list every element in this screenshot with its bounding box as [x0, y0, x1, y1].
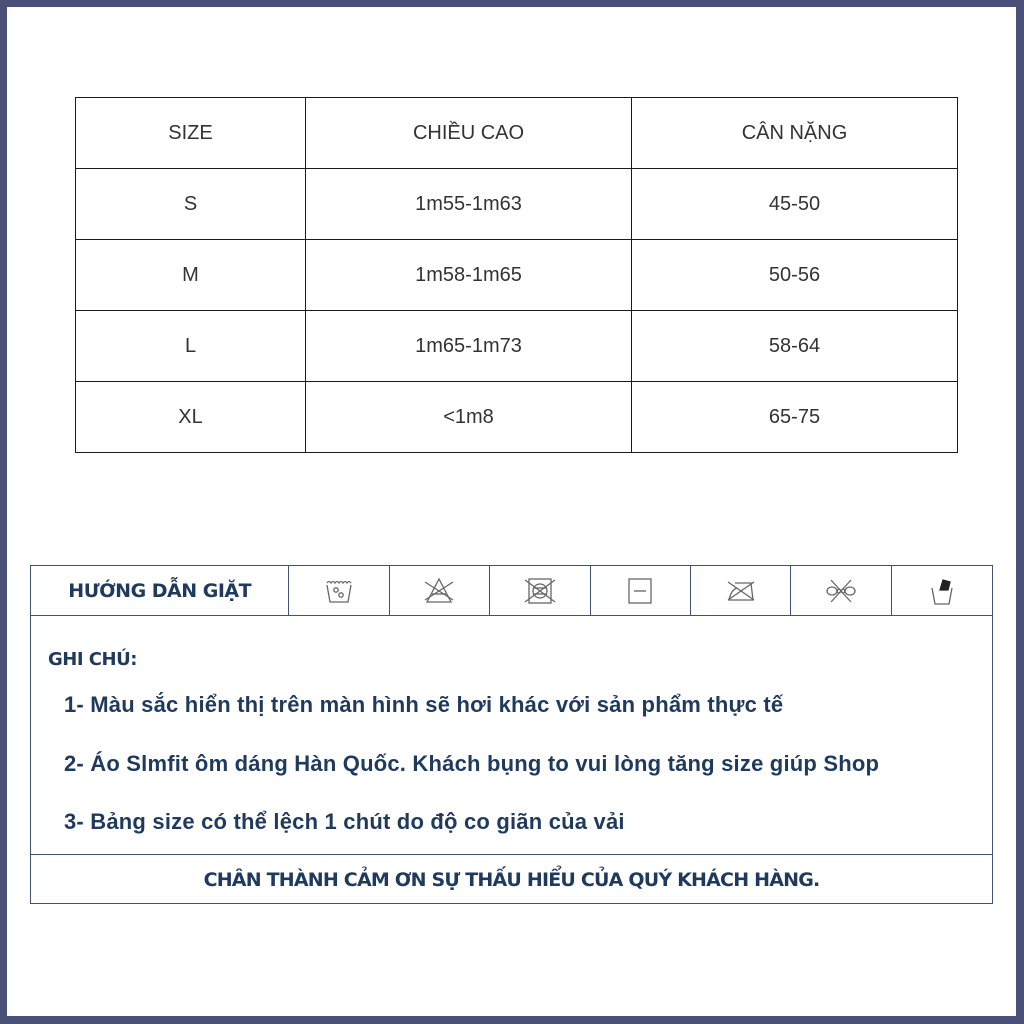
- table-row: [76, 169, 958, 240]
- cell-height: 1m65-1m73: [306, 311, 632, 382]
- cell-height: 1m55-1m63: [306, 169, 632, 240]
- dry-flat-icon: [622, 576, 658, 606]
- cell-weight: 50-56: [632, 240, 958, 311]
- table-row: [76, 382, 958, 453]
- thank-you-footer: CHÂN THÀNH CẢM ƠN SỰ THẤU HIỂU CỦA QUÝ KHÁCH HÀNG.: [31, 854, 992, 904]
- note-item: 1- Màu sắc hiển thị trên màn hình sẽ hơi khác với sản phẩm thực tế: [64, 692, 784, 717]
- cell-size: L: [76, 311, 306, 382]
- care-header-row: [31, 566, 992, 616]
- wash-30-icon: [321, 576, 357, 606]
- size-table-header-row: [76, 98, 958, 169]
- no-tumble-dry-icon: [522, 576, 558, 606]
- icon-cell: [289, 566, 389, 615]
- note-item: 2- Áo Slmfit ôm dáng Hàn Quốc. Khách bụng to vui lòng tăng size giúp Shop: [64, 751, 880, 776]
- header-weight: CÂN NẶNG: [632, 98, 958, 169]
- table-row: [76, 311, 958, 382]
- cell-height: 1m58-1m65: [306, 240, 632, 311]
- header-size: SIZE: [76, 98, 306, 169]
- size-table: [75, 97, 958, 453]
- cell-weight: 65-75: [632, 382, 958, 453]
- cell-size: S: [76, 169, 306, 240]
- cell-weight: 45-50: [632, 169, 958, 240]
- icon-cell: [691, 566, 791, 615]
- hand-wash-icon: [924, 576, 960, 606]
- care-instructions-box: [30, 565, 993, 904]
- notes-title: GHI CHÚ:: [48, 649, 137, 670]
- cell-size: M: [76, 240, 306, 311]
- cell-height: <1m8: [306, 382, 632, 453]
- care-title: HƯỚNG DẪN GIẶT: [31, 566, 289, 615]
- icon-cell: [591, 566, 691, 615]
- no-wring-icon: [823, 576, 859, 606]
- icon-cell: [791, 566, 891, 615]
- no-bleach-icon: [421, 576, 457, 606]
- no-iron-icon: [723, 576, 759, 606]
- cell-weight: 58-64: [632, 311, 958, 382]
- icon-cell: [892, 566, 992, 615]
- note-item: 3- Bảng size có thể lệch 1 chút do độ co giãn của vải: [64, 809, 625, 834]
- cell-size: XL: [76, 382, 306, 453]
- table-row: [76, 240, 958, 311]
- icon-cell: [490, 566, 590, 615]
- header-height: CHIỀU CAO: [306, 98, 632, 169]
- icon-cell: [390, 566, 490, 615]
